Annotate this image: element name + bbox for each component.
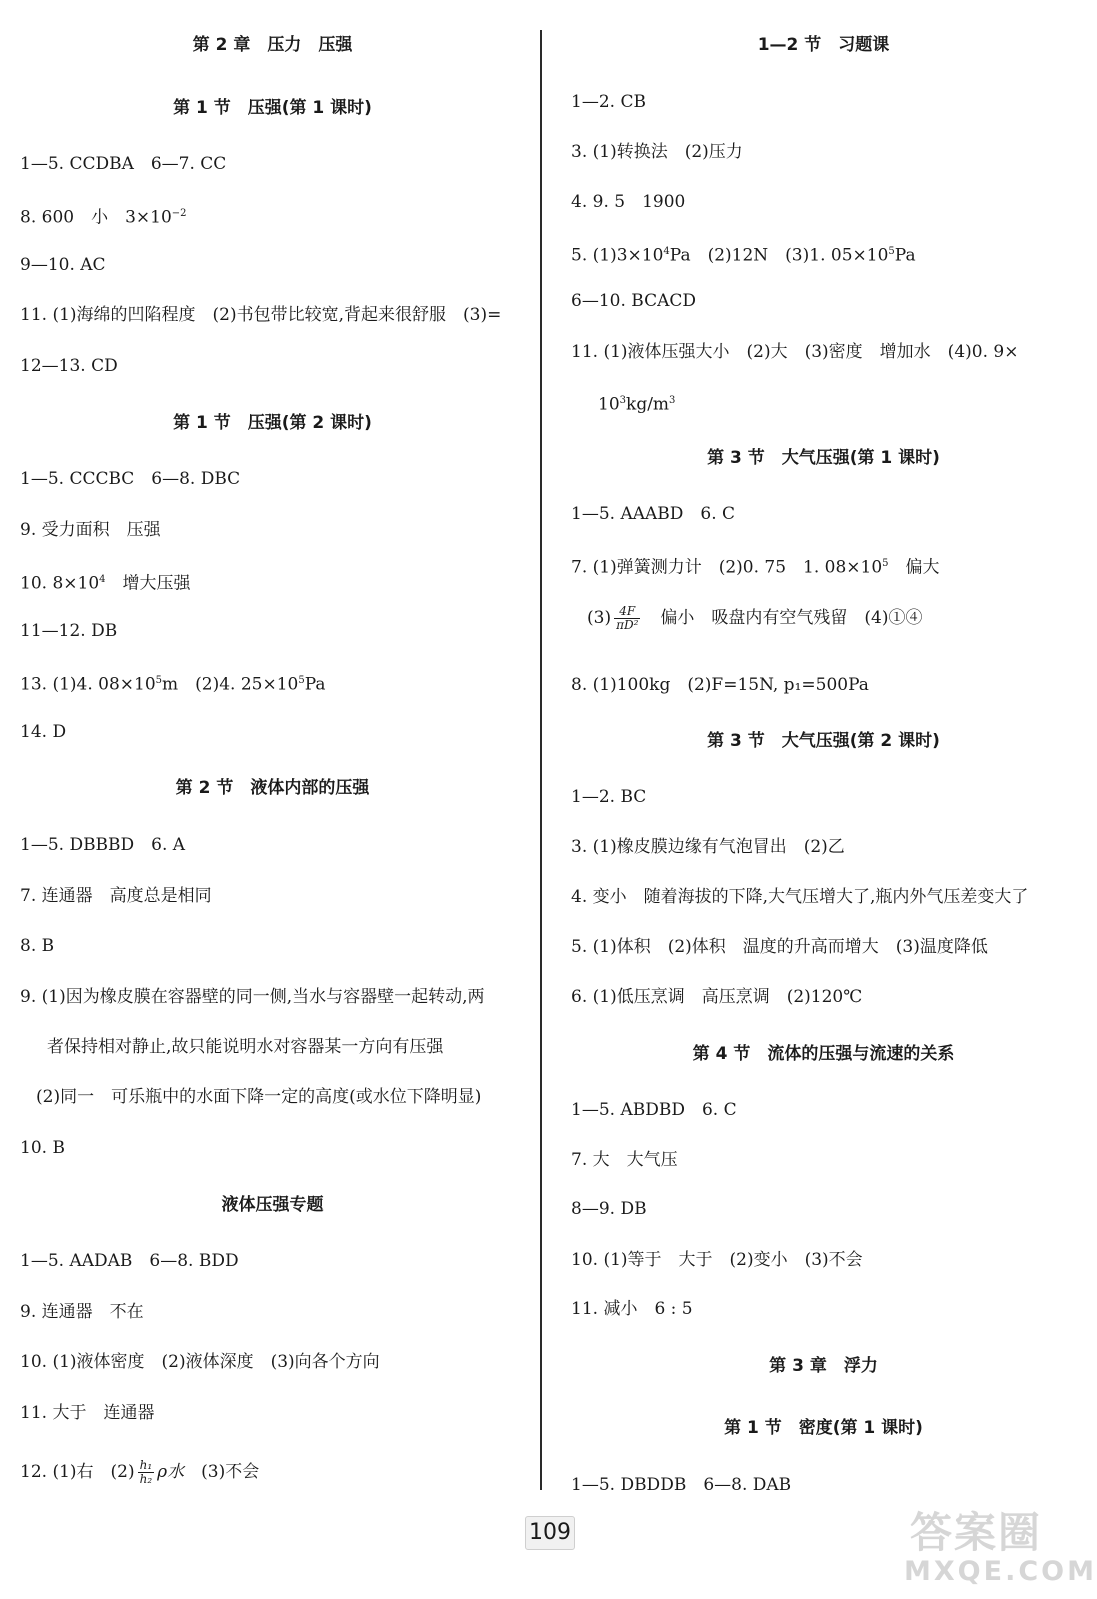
section-heading: 1—2 节 习题课 [757,35,890,55]
answer-line: 6. (1)低压烹调 高压烹调 (2)120℃ [571,987,863,1007]
answer-line: (2)同一 可乐瓶中的水面下降一定的高度(或水位下降明显) [36,1087,482,1107]
section-heading: 第 3 节 大气压强(第 1 课时) [707,448,940,468]
fraction: $\frac{\text{h₁}}{\text{h₂}}$ [139,1458,153,1486]
answer-line: 12—13. CD [20,356,118,376]
answer-line: 7. 大 大气压 [571,1150,678,1170]
chapter-heading: 第 3 章 浮力 [769,1356,878,1376]
answer-line: 5. $(1)3\times 10^4Pa$ (2)12N (3)1. $05\times 10^5Pa$ [571,245,916,266]
answer-line: 3. (1)转换法 (2)压力 [571,142,743,162]
answer-line: 9. 连通器 不在 [20,1302,144,1322]
section-heading: 第 1 节 压强(第 1 课时) [173,98,372,118]
answer-line: 3. (1)橡皮膜边缘有气泡冒出 (2)乙 [571,837,845,857]
section-heading: 第 1 节 密度(第 1 课时) [724,1418,923,1438]
answer-line: 5. (1)体积 (2)体积 温度的升高而增大 (3)温度降低 [571,937,988,957]
answer-line: 4. 9. 5 1900 [571,192,686,212]
answer-line: 8. 600 小 $3\times 10^{-2}$ [20,207,187,228]
answer-line: $10^3kg/m^3$ [598,394,676,415]
fraction: $\frac{4F}{\text{πD²}}$ [616,604,639,632]
answer-line: 11. 大于 连通器 [20,1403,155,1423]
watermark-text: 答案圈 [910,1508,1043,1557]
watermark-logo [900,1500,1097,1592]
answer-line: (3) $\frac{4F}{\text{πD²}}$ 偏小 吸盘内有空气残留 (4)①④ [587,604,923,632]
answer-line: 4. 变小 随着海拔的下降,大气压增大了,瓶内外气压差变大了 [571,887,1029,907]
column-divider [540,30,542,1490]
section-heading: 第 1 节 压强(第 2 课时) [173,413,372,433]
answer-line: 1—5. AADAB 6—8. BDD [20,1251,239,1271]
chapter-heading: 第 2 章 压力 压强 [192,35,353,55]
section-heading: 第 3 节 大气压强(第 2 课时) [707,731,940,751]
answer-line: 1—5. DBDDB 6—8. DAB [571,1475,792,1495]
section-heading: 第 2 节 液体内部的压强 [175,778,370,798]
answer-line: 10. (1)液体密度 (2)液体深度 (3)向各个方向 [20,1352,380,1372]
answer-line: 1—5. DBBBD 6. A [20,835,186,855]
answer-line: 13. (1)4. $08\times 10^5m$ (2)4. $25\times 10^5Pa$ [20,674,326,695]
answer-line: 14. D [20,722,67,742]
answer-line: 8. (1)100kg (2)F=15N, p₁=500Pa [571,675,869,695]
answer-line: 7. (1)弹簧测力计 (2)0. 75 1. $08\times 10^5$ 偏大 [571,557,940,578]
answer-line: 11. (1)海绵的凹陷程度 (2)书包带比较宽,背起来很舒服 (3)= [20,305,502,325]
section-heading: 液体压强专题 [221,1195,324,1215]
watermark-url: MXQE.COM [904,1556,1097,1587]
answer-line: 10. B [20,1138,65,1158]
answer-line: 10. $8\times 10^4$ 增大压强 [20,573,191,594]
answer-line: 11—12. DB [20,621,118,641]
answer-line: 1—5. AAABD 6. C [571,504,736,524]
answer-line: 1—5. ABDBD 6. C [571,1100,737,1120]
answer-line: 11. (1)液体压强大小 (2)大 (3)密度 增加水 (4)0. 9× [571,342,1019,362]
answer-line: 6—10. BCACD [571,291,696,311]
answer-line: 1—5. CCDBA 6—7. CC [20,154,227,174]
answer-line: 11. 减小 6 : 5 [571,1299,693,1319]
section-heading: 第 4 节 流体的压强与流速的关系 [692,1044,955,1064]
answer-line: 8—9. DB [571,1199,647,1219]
page-number: 109 [525,1516,575,1550]
answer-line: 7. 连通器 高度总是相同 [20,886,212,906]
answer-line: 8. B [20,936,55,956]
answer-line: 1—2. BC [571,787,647,807]
answer-line: 1—2. CB [571,92,646,112]
answer-line: 者保持相对静止,故只能说明水对容器某一方向有压强 [47,1037,444,1057]
answer-line: 9. 受力面积 压强 [20,520,161,540]
answer-line: 1—5. CCCBC 6—8. DBC [20,469,241,489]
answer-line: 12. (1)右 (2) $\frac{\text{h₁}}{\text{h₂}}$ ρ水 (3)不会 [20,1458,260,1486]
answer-line: 10. (1)等于 大于 (2)变小 (3)不会 [571,1250,863,1270]
answer-line: 9. (1)因为橡皮膜在容器壁的同一侧,当水与容器壁一起转动,两 [20,987,485,1007]
answer-line: 9—10. AC [20,255,106,275]
